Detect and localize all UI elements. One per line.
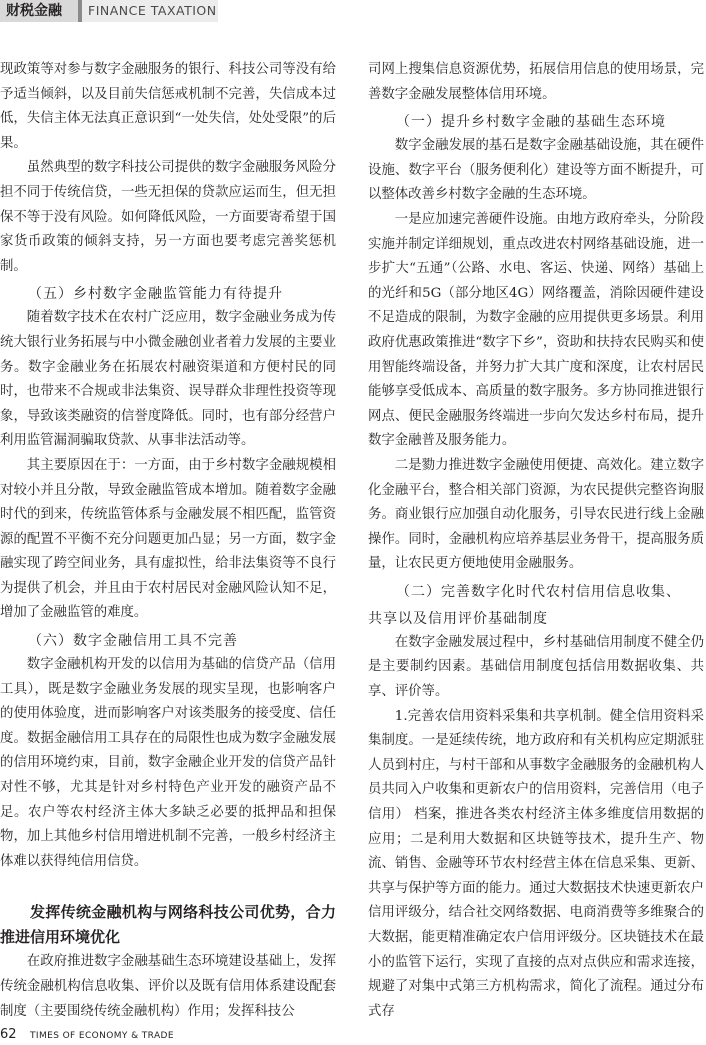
subheading-6: （六）数字金融信用工具不完善 [28, 633, 238, 650]
page-number: 62 [0, 1027, 17, 1042]
right-paragraph-1: 司网上搜集信息资源优势，拓展信用信息的使用场景，完善数字金融发展整体信用环境。 [368, 62, 704, 102]
left-paragraph-3: 随着数字技术在农村广泛应用，数字金融业务成为传统大银行业务拓展与中小微金融创业者着力发展的主要业务。数字金融业务在拓展农村融资渠道和方便村民的同时，也带来不合规或非法集资、误导群众非理性投资等现象，导致该类融资的信誉度降低。同时，也有部分经营户利用监管漏洞骗取贷款、从事非法活动等。 [0, 310, 336, 449]
right-paragraph-5: 在数字金融发展过程中，乡村基础信用制度不健全仍是主要制约因素。基础信用制度包括信用数据收集、共享、评价等。 [368, 634, 704, 700]
left-paragraph-2: 虽然典型的数字科技公司提供的数字金融服务风险分担不同于传统信贷，一些无担保的贷款应运而生，但无担保不等于没有风险。如何降低风险，一方面要寄希望于国家货币政策的倾斜支持，另一方面也要考虑完善奖惩机制。 [0, 160, 336, 274]
section-label-en: FINANCE TAXATION [82, 0, 218, 22]
subheading-5: （五）乡村数字金融监管能力有待提升 [28, 286, 283, 303]
journal-name: TIMES OF ECONOMY & TRADE [30, 1031, 174, 1041]
section-label-cn: 财税金融 [0, 0, 78, 22]
subheading-2-line-2: 共享以及信用评价基础制度 [368, 610, 548, 627]
page-header [0, 0, 706, 22]
right-paragraph-4: 二是勠力推进数字金融使用便捷、高效化。建立数字化金融平台，整合相关部门资源，为农民提供完整咨询服务。商业银行应加强自动化服务，引导农民进行线上金融操作。同时，金融机构应培养基层业务骨干，提高服务质量，让农民更方便地使用金融服务。 [368, 457, 704, 572]
left-paragraph-6: 在政府推进数字金融基础生态环境建设基础上，发挥传统金融机构信息收集、评价以及既有信用体系建设配套制度（主要围绕传统金融机构）作用；发挥科技公 [0, 954, 336, 1019]
left-paragraph-5: 数字金融机构开发的以信用为基础的信贷产品（信用工具），既是数字金融业务发展的现实呈现，也影响客户的使用体验度，进而影响客户对该类服务的接受度、信任度。数据金融信用工具存在的局限性也成为数字金融发展的信用环境约束，目前，数字金融企业开发的信贷产品针对性不够，尤其是针对乡村特色产业开发的融资产品不足。农户等农村经济主体大多缺乏必要的抵押品和担保物，加上其他乡村信用增进机制不完善，一般乡村经济主体难以获得纯信用信贷。 [0, 657, 336, 869]
right-paragraph-6: 1.完善农信用资料采集和共享机制。健全信用资料采集制度。一是延续传统，地方政府和有关机构应定期派驻人员到村庄，与村干部和从事数字金融服务的金融机构人员共同入户收集和更新农户的信用资料，完善信用（电子信用） 档案，推进各类农村经济主体多维度信用数据的应用；二是利用大数据和区块链等技术，提升生产、物流、销售、金融等环节农村经营主体在信息采集、更新、共享与保护等方面的能力。通过大数据技术快速更新农户信用评级分，结合社交网络数据、电商消费等多维聚合的大数据，能更精准确定农户信用评级分。区块链技术在最小的监管下运行，实现了直接的点对点供应和需求连接，规避了对集中式第三方机构需求，简化了流程。通过分布式存 [368, 708, 704, 1019]
left-paragraph-4: 其主要原因在于：一方面，由于乡村数字金融规模相对较小并且分散，导致金融监管成本增加。随着数字金融时代的到来，传统监管体系与金融发展不相匹配，监管资源的配置不平衡不充分问题更加凸显；另一方面，数字金融实现了跨空间业务，具有虚拟性，给非法集资等不良行为提供了机会，并且由于农村居民对金融风险认知不足，增加了金融监管的难度。 [0, 457, 336, 621]
subheading-1: （一）提升乡村数字金融的基础生态环境 [396, 114, 666, 131]
page-footer [0, 1026, 706, 1044]
section-title: 发挥传统金融机构与网络科技公司优势，合力推进信用环境优化 [0, 903, 336, 947]
right-paragraph-2: 数字金融发展的基石是数字金融基础设施，其在硬件设施、数字平台（服务便利化）建设等方面不断提升，可以整体改善乡村数字金融的生态环境。 [368, 138, 704, 203]
left-paragraph-1: 现政策等对参与数字金融服务的银行、科技公司等没有给予适当倾斜，以及目前失信惩戒机制不完善，失信成本过低，失信主体无法真正意识到“一处失信，处处受限”的后果。 [0, 62, 336, 151]
right-paragraph-3: 一是应加速完善硬件设施。由地方政府牵头，分阶段实施并制定详细规划，重点改进农村网络基础设施，进一步扩大“五通”（公路、水电、客运、快递、网络）基础上的光纤和5G（部分地区4G）网络覆盖，消除因硬件建设不足造成的限制，为数字金融的应用提供更多场景。利用政府优惠政策推进“数字下乡”，资助和扶持农民购买和使用智能终端设备，并努力扩大其广度和深度，让农村居民能够享受低成本、高质量的数字服务。多方协同推进银行网点、便民金融服务终端进一步向欠发达乡村布局，提升数字金融普及服务能力。 [368, 211, 704, 449]
right-column [368, 58, 704, 1024]
subheading-2-line-1: （二）完善数字化时代农村信用信息收集、 [396, 583, 681, 600]
left-column [0, 58, 336, 1024]
